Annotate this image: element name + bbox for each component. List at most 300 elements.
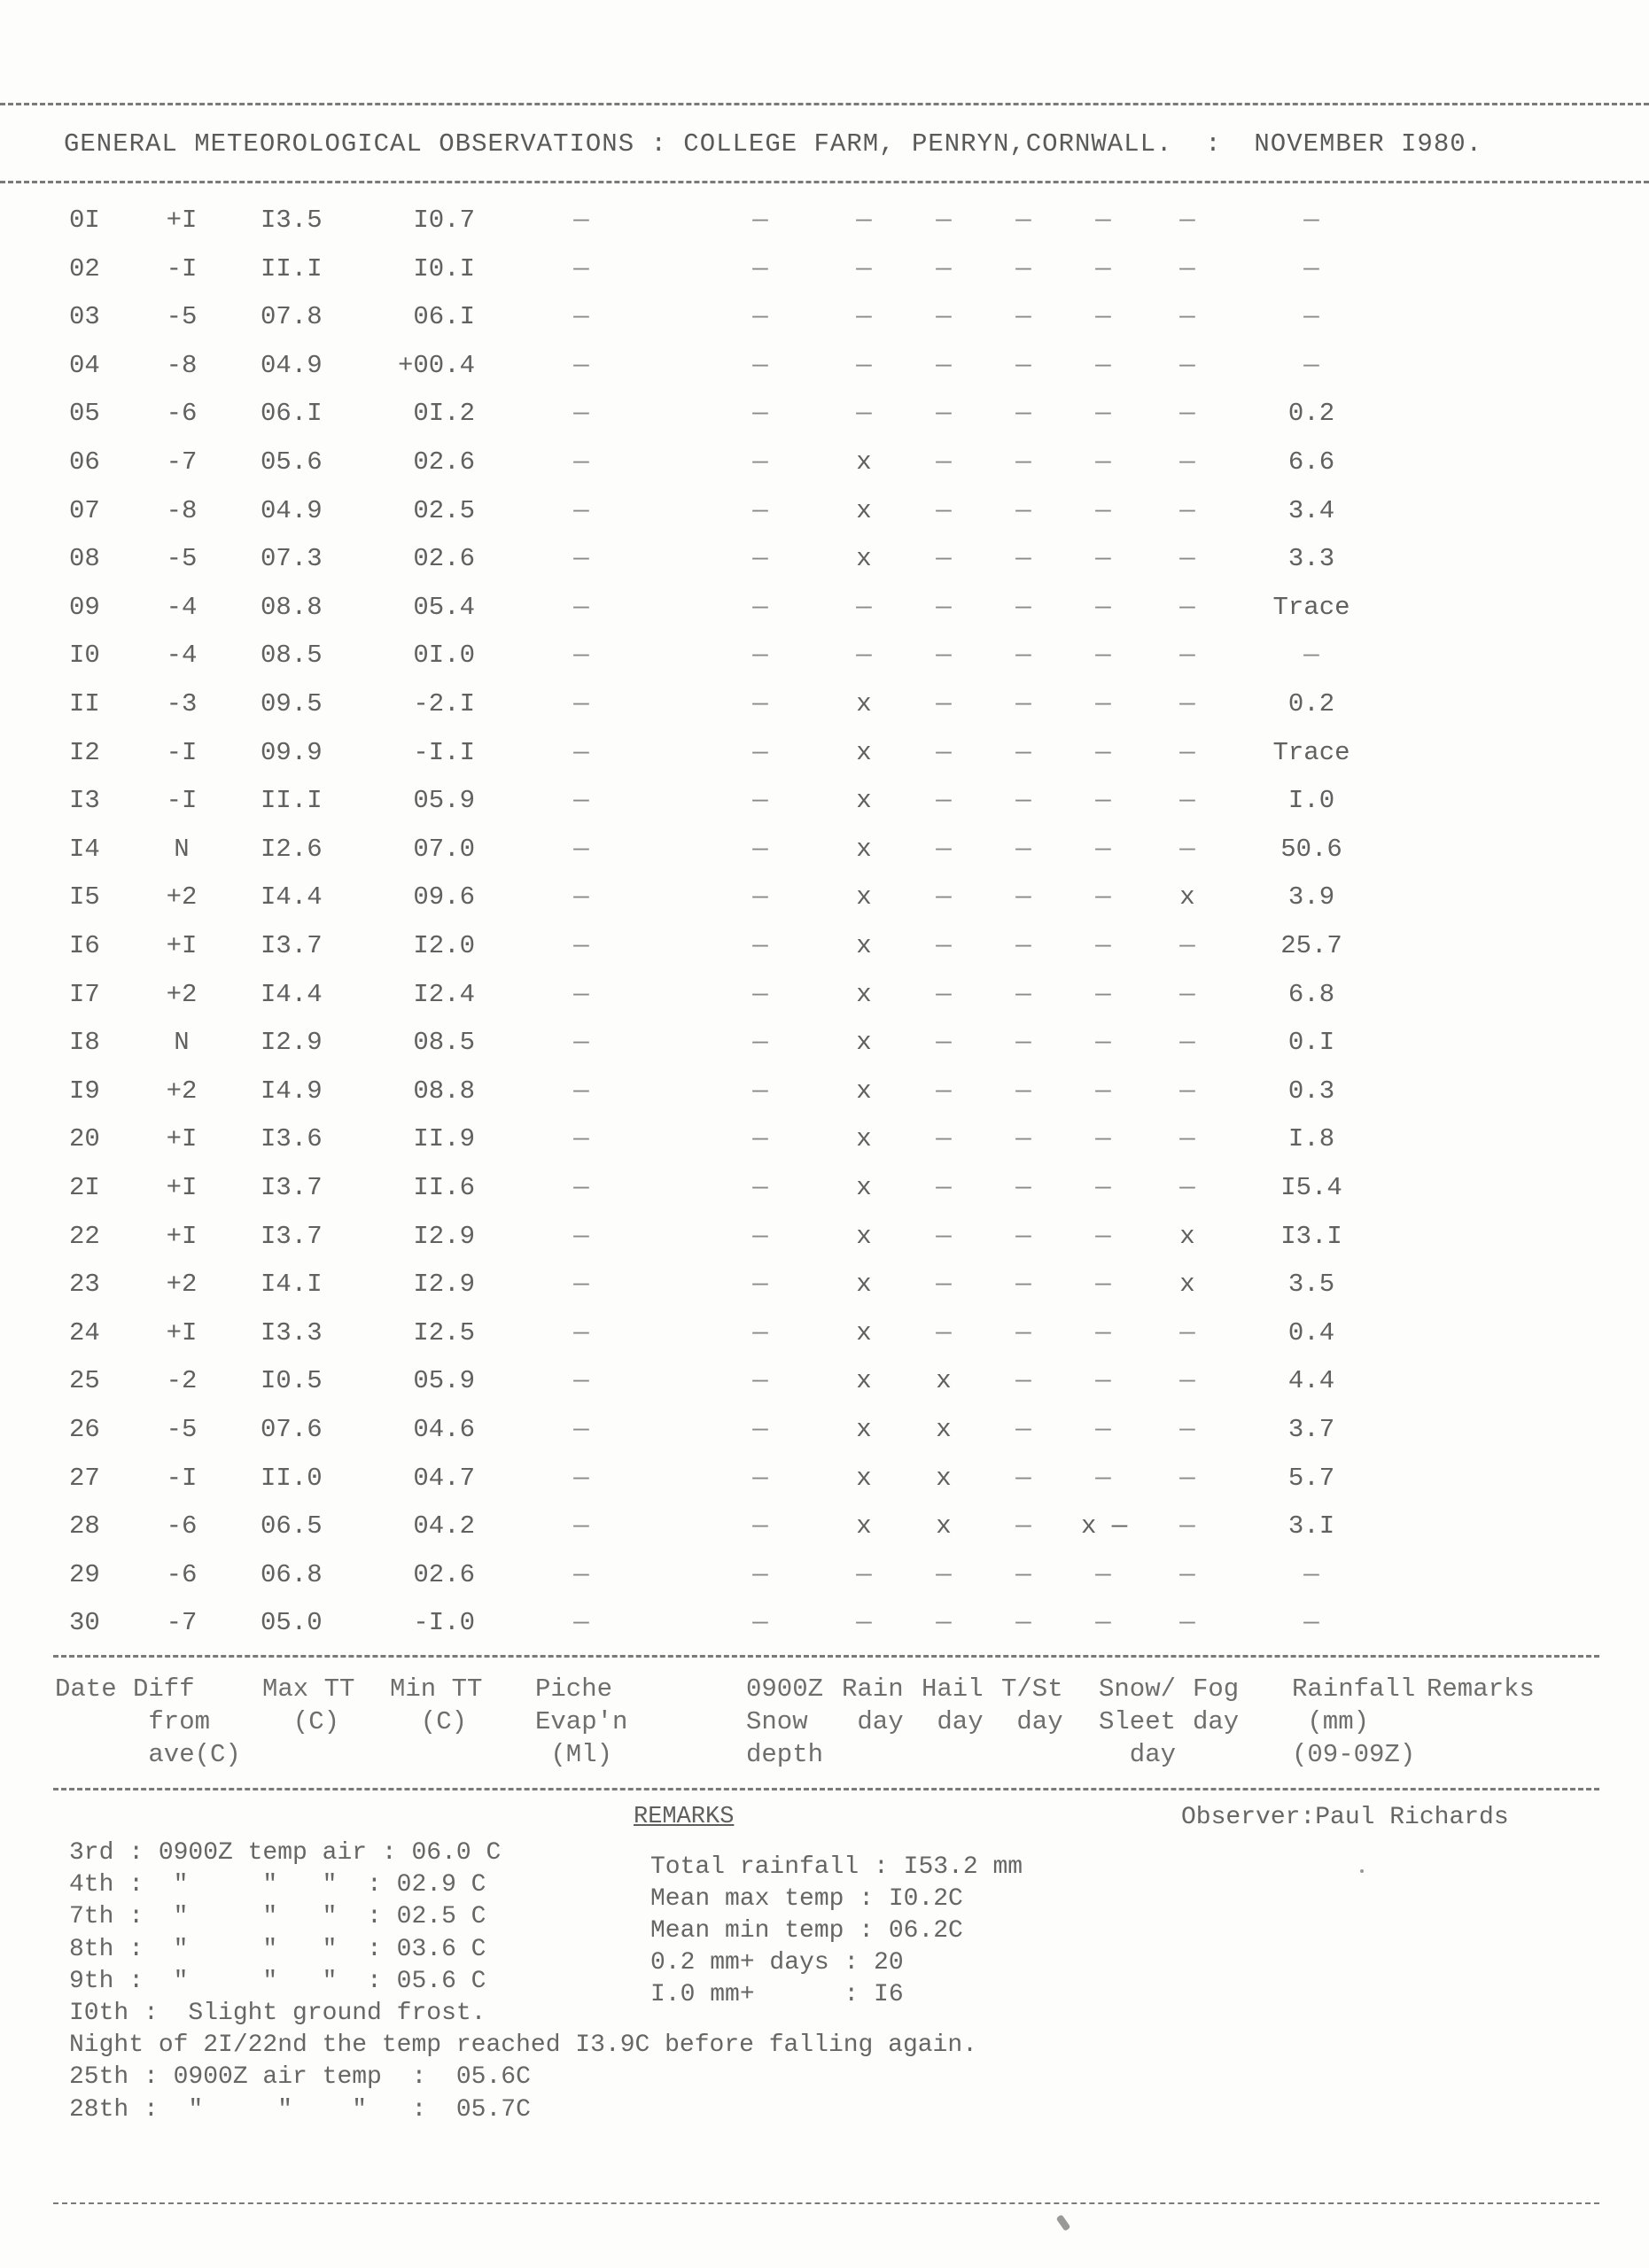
cell-max-temp: I3.7 [261,1173,323,1202]
cell-fog-day: — [1179,206,1195,235]
cell-max-temp: 04.9 [261,495,323,525]
cell-piche-evap: — [573,786,589,816]
header-max-temp: Max TT (C) [262,1674,355,1736]
cell-snow-sleet-day: — [1095,931,1111,960]
cell-min-temp: 08.8 [413,1076,475,1106]
table-row [0,1222,1649,1266]
cell-max-temp: I3.5 [261,206,323,235]
cell-date: 08 [69,544,100,574]
cell-diff-from-average: -I [166,253,198,284]
cell-diff-from-average: -2 [166,1366,198,1396]
cell-snow-depth: — [752,1559,768,1589]
cell-thunderstorm-day: — [1015,786,1031,816]
cell-rain-day: — [856,592,872,622]
cell-rain-day: x [856,1270,872,1300]
cell-rainfall: 4.4 [1287,1366,1335,1396]
cell-snow-sleet-day: — [1095,1463,1111,1493]
cell-rainfall: 3.I [1287,1511,1335,1542]
cell-thunderstorm-day: — [1015,979,1031,1009]
cell-snow-sleet-day: — [1095,592,1111,622]
cell-min-temp: 09.6 [413,882,475,913]
cell-diff-from-average: -6 [166,1511,198,1542]
cell-fog-day: — [1179,350,1195,380]
cell-max-temp: 07.3 [261,544,323,574]
header-thunderstorm-day: T/St day [1001,1674,1063,1736]
cell-hail-day: x [936,1415,952,1444]
cell-hail-day: — [936,1317,952,1348]
cell-diff-from-average: -5 [166,302,198,332]
cell-piche-evap: — [573,544,589,574]
cell-diff-from-average: -8 [166,495,198,525]
cell-piche-evap: — [573,1559,589,1589]
cell-rain-day: x [856,979,872,1009]
cell-thunderstorm-day: — [1015,1559,1031,1589]
header-rainfall: Rainfall (mm) (09-09Z) [1292,1674,1416,1769]
cell-date: I4 [69,834,100,864]
cell-rainfall: 3.5 [1287,1270,1335,1300]
table-row [0,1173,1649,1217]
cell-snow-sleet-day: — [1095,1415,1111,1444]
cell-date: 05 [69,399,100,429]
cell-thunderstorm-day: — [1015,1173,1031,1202]
paper-speck [1360,1869,1364,1873]
cell-snow-depth: — [752,1076,768,1106]
cell-max-temp: 07.8 [261,302,323,332]
table-row [0,1124,1649,1169]
cell-rain-day: x [856,447,872,477]
cell-diff-from-average: -7 [166,447,198,477]
cell-rainfall: 0.2 [1287,689,1335,718]
cell-snow-depth: — [752,399,768,429]
cell-date: 24 [69,1317,100,1348]
cell-snow-depth: — [752,447,768,477]
cell-diff-from-average: -6 [166,1559,198,1589]
cell-snow-depth: — [752,1511,768,1542]
cell-piche-evap: — [573,834,589,864]
cell-rainfall: 3.9 [1287,882,1335,913]
cell-date: I8 [69,1028,100,1058]
table-row [0,1366,1649,1410]
cell-rainfall: 6.6 [1287,447,1335,477]
table-row [0,931,1649,975]
cell-rain-day: x [856,786,872,816]
table-row [0,1270,1649,1314]
cell-snow-sleet-day: — [1095,447,1111,477]
cell-rain-day: x [856,1173,872,1202]
cell-diff-from-average: +2 [166,1076,198,1106]
cell-rain-day: — [856,1608,872,1638]
cell-fog-day: — [1179,592,1195,622]
cell-date: 27 [69,1463,100,1493]
cell-hail-day: — [936,737,952,767]
cell-min-temp: I0.7 [413,206,475,235]
table-row [0,882,1649,927]
cell-snow-depth: — [752,1415,768,1444]
cell-diff-from-average: +I [166,931,198,960]
cell-snow-sleet-day: — [1095,882,1111,913]
cell-snow-depth: — [752,1221,768,1251]
cell-fog-day: — [1179,834,1195,864]
cell-hail-day: — [936,834,952,864]
cell-rain-day: x [856,1076,872,1106]
cell-min-temp: I2.0 [413,931,475,960]
cell-piche-evap: — [573,1076,589,1106]
cell-hail-day: — [936,253,952,284]
header-snow-sleet-day: Snow/ Sleet day [1099,1674,1177,1769]
cell-hail-day: — [936,1270,952,1300]
cell-snow-depth: — [752,350,768,380]
table-row [0,1076,1649,1121]
cell-snow-sleet-day: — [1095,737,1111,767]
table-row [0,1608,1649,1652]
table-bottom-rule [53,1655,1599,1658]
cell-fog-day: — [1179,979,1195,1009]
cell-date: I6 [69,931,100,960]
cell-piche-evap: — [573,931,589,960]
cell-piche-evap: — [573,399,589,429]
cell-piche-evap: — [573,882,589,913]
cell-fog-day: — [1179,1463,1195,1493]
cell-snow-sleet-day: x — [1081,1511,1128,1542]
cell-snow-depth: — [752,786,768,816]
cell-snow-depth: — [752,931,768,960]
cell-snow-sleet-day: — [1095,1559,1111,1589]
cell-snow-sleet-day: — [1095,1124,1111,1154]
cell-max-temp: I4.9 [261,1076,323,1106]
cell-max-temp: 09.5 [261,689,323,718]
table-row [0,1560,1649,1604]
cell-thunderstorm-day: — [1015,253,1031,284]
cell-thunderstorm-day: — [1015,882,1031,913]
cell-rainfall: I.8 [1287,1124,1335,1154]
remarks-summary: Total rainfall : I53.2 mm Mean max temp : I0.2C Mean min temp : 06.2C 0.2 mm+ days : 20 I.0 mm+ : I6 [650,1853,1023,2008]
cell-diff-from-average: -5 [166,1415,198,1444]
title-dashed-rule [0,181,1649,183]
cell-snow-depth: — [752,641,768,671]
cell-date: 25 [69,1366,100,1396]
header-fog-day: Fog day [1193,1674,1240,1736]
cell-max-temp: 08.8 [261,592,323,622]
cell-diff-from-average: -7 [166,1608,198,1638]
cell-snow-depth: — [752,882,768,913]
cell-hail-day: — [936,689,952,718]
cell-piche-evap: — [573,1463,589,1493]
footer-dashed-rule [53,2202,1599,2204]
cell-rainfall: 3.4 [1287,495,1335,525]
cell-fog-day: x [1179,1270,1195,1300]
cell-min-temp: 02.6 [413,544,475,574]
cell-rain-day: x [856,1463,872,1493]
cell-snow-sleet-day: — [1095,689,1111,718]
header-snow-depth: 0900Z Snow depth [746,1674,824,1769]
paper-speck [1056,2214,1071,2231]
header-piche-evap: Piche Evap'n (Ml) [535,1674,628,1769]
cell-thunderstorm-day: — [1015,689,1031,718]
cell-date: 02 [69,253,100,284]
cell-fog-day: — [1179,1173,1195,1202]
cell-rain-day: — [856,206,872,235]
cell-piche-evap: — [573,592,589,622]
cell-diff-from-average: +2 [166,1270,198,1300]
cell-snow-sleet-day: — [1095,495,1111,525]
cell-snow-depth: — [752,979,768,1009]
cell-thunderstorm-day: — [1015,544,1031,574]
cell-fog-day: — [1179,399,1195,429]
cell-rainfall: 50.6 [1280,834,1342,864]
cell-thunderstorm-day: — [1015,1076,1031,1106]
cell-date: II [69,689,100,718]
cell-hail-day: x [936,1463,952,1493]
cell-rainfall: I3.I [1280,1221,1342,1251]
cell-piche-evap: — [573,1317,589,1348]
cell-fog-day: — [1179,1415,1195,1444]
cell-snow-sleet-day: — [1095,1366,1111,1396]
cell-rain-day: — [856,641,872,671]
cell-rainfall: — [1303,206,1319,235]
cell-date: I0 [69,641,100,671]
cell-rain-day: x [856,1511,872,1542]
cell-min-temp: -2.I [413,689,475,718]
cell-snow-depth: — [752,544,768,574]
cell-min-temp: I2.9 [413,1221,475,1251]
cell-date: 04 [69,350,100,380]
cell-min-temp: I2.4 [413,979,475,1009]
cell-rain-day: x [856,544,872,574]
cell-snow-depth: — [752,1608,768,1638]
cell-fog-day: — [1179,1608,1195,1638]
cell-hail-day: — [936,979,952,1009]
cell-date: 03 [69,302,100,332]
cell-fog-day: — [1179,544,1195,574]
cell-max-temp: 04.9 [261,350,323,380]
cell-snow-depth: — [752,689,768,718]
cell-thunderstorm-day: — [1015,1317,1031,1348]
cell-piche-evap: — [573,253,589,284]
table-row [0,1028,1649,1072]
cell-fog-day: — [1179,641,1195,671]
cell-thunderstorm-day: — [1015,1415,1031,1444]
table-row [0,980,1649,1024]
cell-snow-sleet-day: — [1095,1317,1111,1348]
cell-rain-day: — [856,253,872,284]
cell-diff-from-average: -I [166,737,198,767]
cell-rain-day: x [856,737,872,767]
top-dashed-rule [0,103,1649,105]
cell-rainfall: 25.7 [1280,931,1342,960]
header-bottom-rule [53,1788,1599,1790]
cell-snow-depth: — [752,737,768,767]
cell-piche-evap: — [573,1366,589,1396]
table-row [0,1511,1649,1556]
cell-snow-sleet-day: — [1095,544,1111,574]
cell-piche-evap: — [573,1221,589,1251]
cell-min-temp: 04.7 [413,1463,475,1493]
cell-hail-day: — [936,931,952,960]
table-row [0,254,1649,299]
cell-snow-sleet-day: — [1095,206,1111,235]
cell-date: 22 [69,1221,100,1251]
cell-date: 0I [69,206,100,235]
cell-fog-day: — [1179,1317,1195,1348]
cell-hail-day: — [936,1124,952,1154]
cell-diff-from-average: +2 [166,882,198,913]
cell-max-temp: 06.5 [261,1511,323,1542]
cell-rainfall: 3.3 [1287,544,1335,574]
cell-min-temp: II.6 [413,1173,475,1202]
cell-hail-day: — [936,302,952,332]
cell-max-temp: I3.6 [261,1124,323,1154]
cell-rain-day: x [856,1221,872,1251]
cell-date: I7 [69,979,100,1009]
cell-max-temp: I0.5 [261,1366,323,1396]
table-row [0,738,1649,782]
cell-thunderstorm-day: — [1015,447,1031,477]
header-hail-day: Hail day [922,1674,984,1736]
cell-rainfall: I5.4 [1280,1173,1342,1202]
cell-rainfall: Trace [1272,737,1350,767]
cell-rain-day: x [856,1366,872,1396]
cell-diff-from-average: -5 [166,544,198,574]
cell-date: 30 [69,1608,100,1638]
cell-hail-day: x [936,1366,952,1396]
cell-thunderstorm-day: — [1015,495,1031,525]
cell-diff-from-average: +I [166,1317,198,1348]
cell-min-temp: I2.5 [413,1317,475,1348]
cell-snow-sleet-day: — [1095,786,1111,816]
cell-rain-day: x [856,1317,872,1348]
cell-snow-sleet-day: — [1095,1608,1111,1638]
cell-thunderstorm-day: — [1015,1608,1031,1638]
cell-hail-day: — [936,641,952,671]
cell-max-temp: II.I [261,253,323,284]
cell-rain-day: x [856,882,872,913]
cell-rain-day: x [856,689,872,718]
cell-fog-day: — [1179,447,1195,477]
table-row [0,835,1649,879]
cell-date: 23 [69,1270,100,1300]
cell-diff-from-average: -6 [166,399,198,429]
cell-fog-day: — [1179,737,1195,767]
cell-snow-depth: — [752,834,768,864]
table-row [0,302,1649,346]
cell-rain-day: x [856,1028,872,1058]
cell-snow-depth: — [752,1270,768,1300]
cell-piche-evap: — [573,447,589,477]
cell-fog-day: — [1179,1366,1195,1396]
observer-name: Observer:Paul Richards [1181,1804,1509,1831]
table-row [0,593,1649,637]
cell-snow-depth: — [752,495,768,525]
cell-min-temp: 0I.2 [413,399,475,429]
cell-date: 09 [69,592,100,622]
cell-thunderstorm-day: — [1015,1366,1031,1396]
cell-hail-day: — [936,399,952,429]
cell-max-temp: II.0 [261,1463,323,1493]
cell-thunderstorm-day: — [1015,1124,1031,1154]
cell-min-temp: 04.6 [413,1415,475,1444]
cell-min-temp: 05.9 [413,1366,475,1396]
remarks-notes: 3rd : 0900Z temp air : 06.0 C 4th : " " " : 02.9 C 7th : " " " : 02.5 C 8th : " " " : 03.6 C 9th : " " " : 05.6 C I0th : Slight ground frost. Night of 2I/22nd the temp reached I3.9C before falling again. 25th : 0900Z air temp : 05.6C 28th : " " " : 05.7C [69,1839,977,2124]
cell-date: 28 [69,1511,100,1542]
table-row [0,351,1649,395]
cell-min-temp: 08.5 [413,1028,475,1058]
cell-hail-day: — [936,350,952,380]
header-diff: Diff from ave(C) [133,1674,241,1769]
cell-rain-day: x [856,495,872,525]
table-row [0,206,1649,250]
cell-min-temp: I0.I [413,253,475,284]
cell-hail-day: — [936,447,952,477]
cell-snow-depth: — [752,592,768,622]
cell-min-temp: 04.2 [413,1511,475,1542]
cell-diff-from-average: N [174,1028,190,1058]
cell-diff-from-average: -I [166,1463,198,1493]
cell-rainfall: 5.7 [1287,1463,1335,1493]
cell-rainfall: 0.2 [1287,399,1335,429]
cell-min-temp: -I.0 [413,1608,475,1638]
cell-min-temp: 07.0 [413,834,475,864]
cell-rain-day: x [856,931,872,960]
cell-max-temp: I4.4 [261,882,323,913]
cell-rainfall: — [1303,1559,1319,1589]
cell-max-temp: II.I [261,786,323,816]
table-row [0,1415,1649,1459]
cell-max-temp: 07.6 [261,1415,323,1444]
cell-hail-day: — [936,786,952,816]
cell-rainfall: 3.7 [1287,1415,1335,1444]
cell-max-temp: I3.3 [261,1317,323,1348]
header-date: Date [55,1674,117,1704]
table-row [0,399,1649,443]
cell-diff-from-average: +I [166,1124,198,1154]
cell-min-temp: II.9 [413,1124,475,1154]
table-row [0,1464,1649,1508]
document-title: GENERAL METEOROLOGICAL OBSERVATIONS : COLLEGE FARM, PENRYN,CORNWALL. : NOVEMBER I980. [64,129,1483,159]
cell-snow-sleet-day: — [1095,641,1111,671]
cell-snow-depth: — [752,1173,768,1202]
cell-max-temp: 06.8 [261,1559,323,1589]
table-row [0,544,1649,588]
cell-diff-from-average: -4 [166,592,198,622]
table-row [0,641,1649,685]
cell-min-temp: 06.I [413,302,475,332]
cell-hail-day: — [936,1076,952,1106]
table-row [0,447,1649,492]
cell-rainfall: — [1303,350,1319,380]
table-row [0,496,1649,540]
cell-rain-day: — [856,302,872,332]
cell-min-temp: 0I.0 [413,641,475,671]
cell-hail-day: — [936,592,952,622]
cell-snow-sleet-day: — [1095,253,1111,284]
cell-min-temp: 05.9 [413,786,475,816]
cell-rain-day: x [856,1415,872,1444]
cell-fog-day: — [1179,1511,1195,1542]
cell-diff-from-average: +I [166,1221,198,1251]
cell-piche-evap: — [573,206,589,235]
cell-max-temp: 05.6 [261,447,323,477]
cell-rainfall: — [1303,253,1319,284]
cell-thunderstorm-day: — [1015,302,1031,332]
cell-piche-evap: — [573,1270,589,1300]
cell-snow-depth: — [752,1028,768,1058]
cell-snow-sleet-day: — [1095,399,1111,429]
header-rain-day: Rain day [842,1674,904,1736]
cell-date: I9 [69,1076,100,1106]
cell-fog-day: — [1179,495,1195,525]
cell-date: 06 [69,447,100,477]
cell-piche-evap: — [573,641,589,671]
